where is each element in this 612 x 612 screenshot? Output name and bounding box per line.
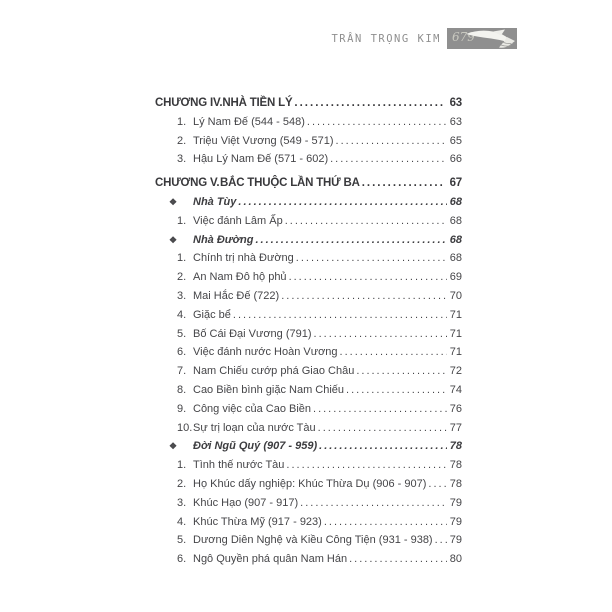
toc-entry-page: 68 — [449, 252, 462, 265]
page-header — [331, 28, 517, 49]
toc-entry-page: 65 — [449, 134, 462, 147]
dot-leader — [324, 513, 447, 532]
toc-entry-title: Việc đánh nước Hoàn Vương — [193, 346, 338, 359]
table-of-contents — [155, 94, 462, 569]
toc-entry-number: 1. — [177, 115, 187, 128]
dot-leader — [349, 550, 447, 569]
diamond-bullet-icon: ❖ — [169, 196, 178, 207]
toc-row — [155, 193, 462, 212]
toc-entry-number: 4. — [177, 308, 187, 321]
toc-entry-page: 63 — [449, 97, 462, 109]
toc-entry-title: Lý Nam Đế (544 - 548) — [193, 115, 305, 128]
toc-entry-number: 8. — [177, 383, 187, 396]
toc-entry-page: 69 — [449, 271, 462, 284]
dot-leader — [233, 306, 447, 325]
dot-leader — [346, 381, 447, 400]
toc-entry-number: 5. — [177, 534, 187, 547]
toc-entry-title: Bố Cái Đại Vương (791) — [193, 327, 312, 340]
toc-entry-number: 7. — [177, 365, 187, 378]
dot-leader — [294, 94, 443, 113]
toc-entry-title: Cao Biền bình giặc Nam Chiếu — [193, 383, 345, 396]
dot-leader — [340, 343, 447, 362]
toc-entry-page: 74 — [449, 383, 462, 396]
toc-entry-number: 3. — [177, 289, 187, 302]
toc-row — [155, 150, 462, 169]
toc-entry-page: 78 — [449, 459, 462, 472]
dot-leader — [319, 437, 447, 456]
toc-row — [155, 513, 462, 532]
toc-entry-title: Ngô Quyền phá quân Nam Hán — [193, 553, 348, 566]
toc-row — [155, 132, 462, 151]
toc-entry-title: Nhà Tùy — [193, 195, 237, 208]
toc-entry-page: 79 — [449, 534, 462, 547]
toc-entry-number: CHƯƠNG V. — [155, 177, 220, 190]
toc-row — [155, 381, 462, 400]
toc-row — [155, 287, 462, 306]
toc-row — [155, 456, 462, 475]
toc-entry-title: Triệu Việt Vương (549 - 571) — [193, 134, 334, 147]
running-head-author: TRẦN TRỌNG KIM — [331, 32, 441, 45]
toc-entry-number: 4. — [177, 515, 187, 528]
toc-row — [155, 325, 462, 344]
toc-entry-number: 10. — [177, 421, 193, 434]
toc-entry-title: Khúc Hạo (907 - 917) — [193, 496, 299, 509]
toc-entry-title: Dương Diên Nghệ và Kiều Công Tiện (931 - 938) — [193, 534, 433, 547]
toc-row — [155, 343, 462, 362]
toc-entry-title: Nhà Đường — [193, 233, 254, 246]
toc-entry-title: Họ Khúc dấy nghiệp: Khúc Thừa Dụ (906 - 907) — [193, 477, 427, 490]
dot-leader — [281, 287, 447, 306]
toc-row — [155, 94, 462, 113]
toc-entry-title: Khúc Thừa Mỹ (917 - 923) — [193, 515, 322, 528]
toc-row — [155, 362, 462, 381]
toc-entry-page: 77 — [449, 421, 462, 434]
toc-entry-title: Công việc của Cao Biền — [193, 402, 312, 415]
dot-leader — [286, 456, 446, 475]
toc-entry-title: Chính trị nhà Đường — [193, 252, 294, 265]
toc-entry-page: 67 — [449, 177, 462, 190]
toc-entry-title: Giặc bể — [193, 308, 231, 321]
dot-leader — [296, 249, 447, 268]
toc-entry-title: Sự trị loạn của nước Tàu — [193, 421, 316, 434]
dot-leader — [435, 531, 447, 550]
toc-entry-page: 70 — [449, 289, 462, 302]
toc-entry-page: 78 — [449, 440, 462, 453]
toc-entry-page: 68 — [449, 233, 462, 246]
toc-row — [155, 550, 462, 569]
toc-entry-page: 76 — [449, 402, 462, 415]
toc-row — [155, 475, 462, 494]
bird-ornament-icon — [466, 28, 516, 49]
dot-leader — [428, 475, 446, 494]
toc-row — [155, 174, 462, 193]
toc-entry-title: Việc đánh Lâm Ấp — [193, 214, 283, 227]
toc-entry-number: 2. — [177, 271, 187, 284]
page-number: 679 — [452, 30, 475, 44]
dot-leader — [255, 231, 446, 250]
toc-entry-number: 6. — [177, 553, 187, 566]
toc-entry-page: 80 — [449, 553, 462, 566]
toc-row — [155, 494, 462, 513]
toc-entry-title: NHÀ TIỀN LÝ — [222, 97, 293, 109]
dot-leader — [300, 494, 447, 513]
toc-entry-number: 5. — [177, 327, 187, 340]
toc-entry-number: 1. — [177, 214, 187, 227]
dot-leader — [285, 212, 447, 231]
toc-entry-page: 66 — [449, 153, 462, 166]
toc-entry-title: An Nam Đô hộ phủ — [193, 271, 287, 284]
dot-leader — [318, 419, 447, 438]
toc-entry-title: Đời Ngũ Quý (907 - 959) — [193, 440, 318, 453]
toc-entry-page: 71 — [449, 327, 462, 340]
dot-leader — [307, 113, 447, 132]
toc-entry-page: 72 — [449, 365, 462, 378]
toc-entry-page: 78 — [449, 477, 462, 490]
dot-leader — [336, 132, 447, 151]
toc-entry-page: 63 — [449, 115, 462, 128]
diamond-bullet-icon: ❖ — [169, 234, 178, 245]
toc-entry-title: BẮC THUỘC LẦN THỨ BA — [220, 177, 360, 190]
dot-leader — [362, 174, 444, 193]
toc-entry-page: 68 — [449, 214, 462, 227]
dot-leader — [330, 150, 447, 169]
toc-entry-number: 3. — [177, 496, 187, 509]
toc-entry-page: 71 — [449, 346, 462, 359]
page-number-badge — [447, 28, 517, 49]
toc-row — [155, 437, 462, 456]
toc-row — [155, 306, 462, 325]
dot-leader — [313, 400, 447, 419]
toc-entry-number: 1. — [177, 252, 187, 265]
toc-entry-number: 2. — [177, 134, 187, 147]
toc-row — [155, 419, 462, 438]
toc-entry-number: CHƯƠNG IV. — [155, 97, 223, 109]
toc-row — [155, 268, 462, 287]
toc-row — [155, 113, 462, 132]
dot-leader — [356, 362, 446, 381]
toc-entry-title: Nam Chiếu cướp phá Giao Châu — [193, 365, 355, 378]
diamond-bullet-icon: ❖ — [169, 441, 178, 452]
toc-entry-title: Tình thế nước Tàu — [193, 459, 285, 472]
toc-entry-number: 6. — [177, 346, 187, 359]
toc-entry-number: 3. — [177, 153, 187, 166]
dot-leader — [238, 193, 446, 212]
dot-leader — [289, 268, 447, 287]
toc-entry-title: Mai Hắc Đế (722) — [193, 289, 280, 302]
toc-row — [155, 231, 462, 250]
toc-entry-page: 79 — [449, 515, 462, 528]
toc-row — [155, 249, 462, 268]
toc-entry-number: 9. — [177, 402, 187, 415]
toc-entry-page: 79 — [449, 496, 462, 509]
dot-leader — [314, 325, 447, 344]
toc-entry-page: 68 — [449, 195, 462, 208]
toc-row — [155, 531, 462, 550]
toc-row — [155, 212, 462, 231]
toc-entry-number: 2. — [177, 477, 187, 490]
toc-entry-title: Hậu Lý Nam Đế (571 - 602) — [193, 153, 329, 166]
toc-row — [155, 400, 462, 419]
toc-entry-page: 71 — [449, 308, 462, 321]
toc-entry-number: 1. — [177, 459, 187, 472]
